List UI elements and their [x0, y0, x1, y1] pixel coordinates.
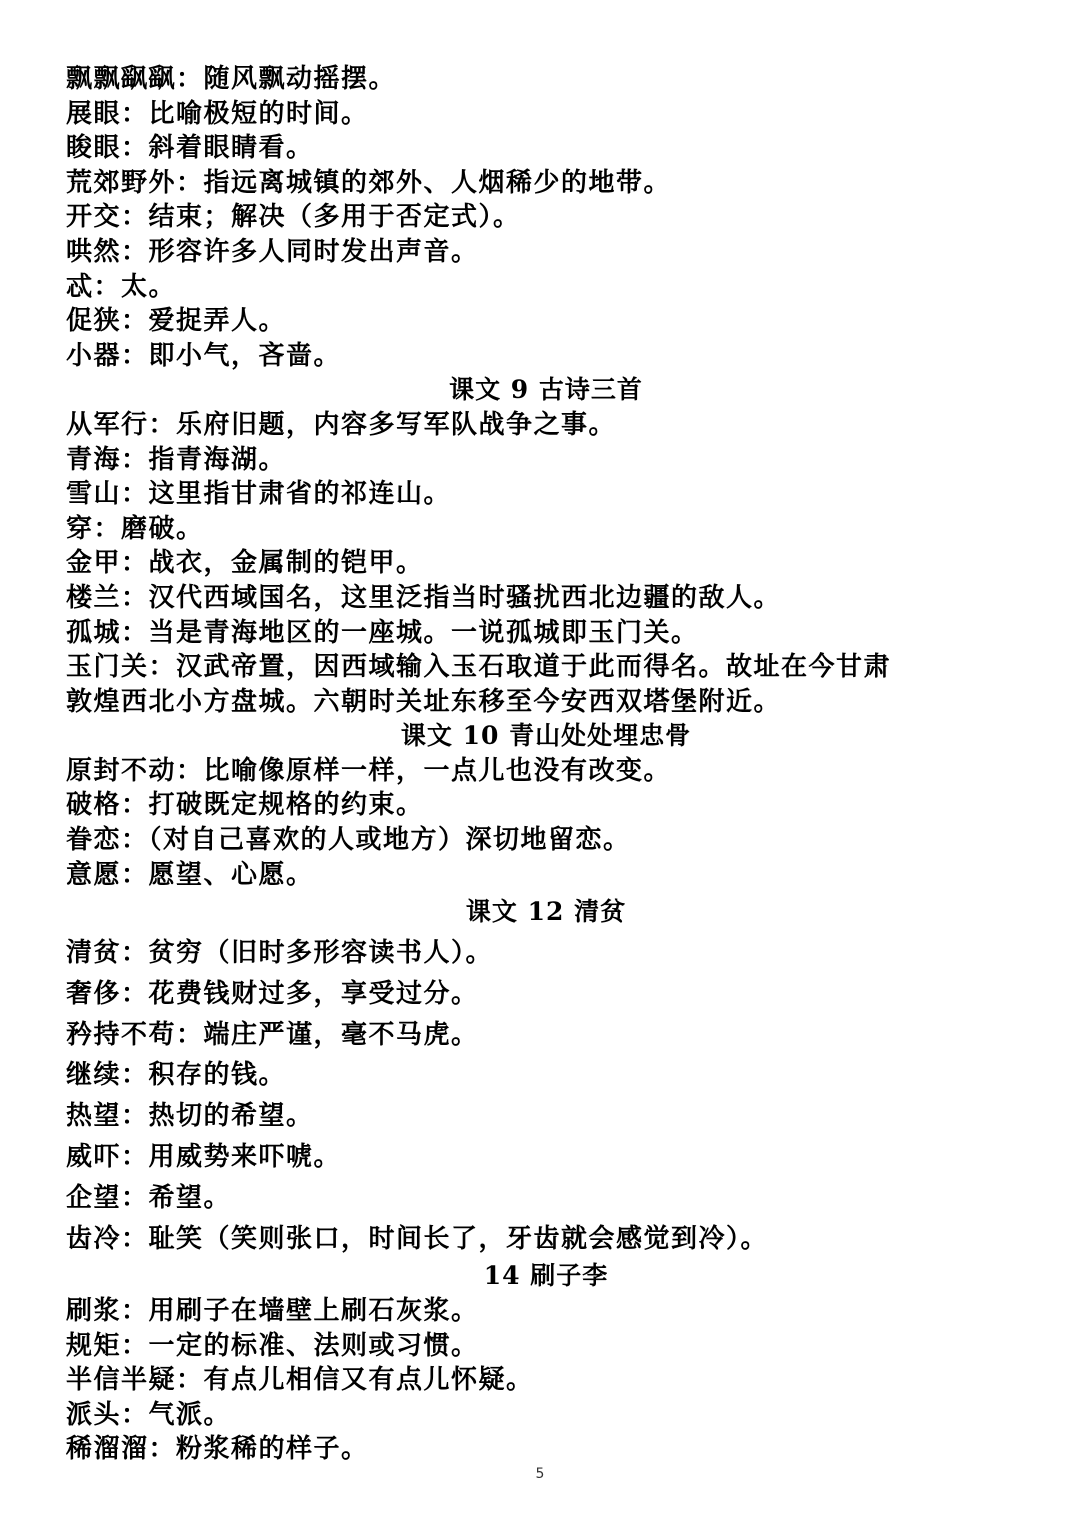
entry-line: 楼兰：汉代西域国名，这里泛指当时骚扰西北边疆的敌人。: [66, 582, 782, 613]
section-lesson-9: [66, 373, 1026, 719]
entry-line: 热望：热切的希望。: [66, 1101, 314, 1132]
entry-line: 睃眼：斜着眼睛看。: [66, 133, 314, 164]
entry-line: 刷浆：用刷子在墙壁上刷石灰浆。: [66, 1296, 479, 1327]
section-lesson-12: [66, 892, 1026, 1259]
entry-line: 促狭：爱捉弄人。: [66, 306, 287, 337]
section-lesson-14: [66, 1259, 1026, 1467]
section-heading: 课文 9 古诗三首: [449, 375, 643, 405]
entry-line: 雪山：这里指甘肃省的祁连山。: [66, 479, 452, 510]
entry-line: 威吓：用威势来吓唬。: [66, 1142, 342, 1173]
entry-line: 眷恋：（对自己喜欢的人或地方）深切地留恋。: [66, 825, 631, 856]
entry-line: 开交：结束；解决（多用于否定式）。: [66, 202, 521, 233]
entry-line: 荒郊野外：指远离城镇的郊外、人烟稀少的地带。: [66, 167, 672, 198]
entry-line: 原封不动：比喻像原样一样，一点儿也没有改变。: [66, 755, 672, 786]
entry-line: 破格：打破既定规格的约束。: [66, 790, 424, 821]
entry-line: 规矩：一定的标准、法则或习惯。: [66, 1330, 479, 1361]
entry-line: 哄然：形容许多人同时发出声音。: [66, 236, 479, 267]
section-continued: [66, 62, 1026, 373]
entry-line: 金甲：战衣，金属制的铠甲。: [66, 548, 424, 579]
entry-line: 青海：指青海湖。: [66, 444, 287, 475]
entry-line: 展眼：比喻极短的时间。: [66, 98, 369, 129]
entry-line: 意愿：愿望、心愿。: [66, 859, 314, 890]
entry-line: 齿冷：耻笑（笑则张口，时间长了，牙齿就会感觉到冷）。: [66, 1223, 769, 1254]
entry-line: 孤城：当是青海地区的一座城。一说孤城即玉门关。: [66, 617, 699, 648]
section-lesson-10: [66, 719, 1026, 892]
entry-line: 忒：太。: [66, 271, 177, 302]
entry-line: 稀溜溜：粉浆稀的样子。: [66, 1434, 369, 1465]
entry-line: 从军行：乐府旧题，内容多写军队战争之事。: [66, 409, 617, 440]
entry-line: 派头：气派。: [66, 1399, 232, 1430]
entry-line: 继续：积存的钱。: [66, 1060, 287, 1091]
entry-line: 清贫：贫穷（旧时多形容读书人）。: [66, 938, 494, 969]
entry-line: 敦煌西北小方盘城。六朝时关址东移至今安西双塔堡附近。: [66, 686, 782, 717]
section-heading: 14 刷子李: [483, 1261, 609, 1291]
entry-line: 玉门关：汉武帝置，因西域输入玉石取道于此而得名。故址在今甘肃: [66, 652, 892, 683]
document-page: [66, 62, 1026, 1467]
entry-line: 半信半疑：有点儿相信又有点儿怀疑。: [66, 1365, 534, 1396]
entry-line: 奢侈：花费钱财过多，享受过分。: [66, 978, 479, 1009]
page-number: 5: [535, 1466, 545, 1482]
entry-line: 飘飘飖飖：随风飘动摇摆。: [66, 64, 397, 94]
entry-line: 矜持不苟：端庄严谨，毫不马虎。: [66, 1019, 479, 1050]
section-heading: 课文 10 青山处处埋忠骨: [400, 721, 692, 751]
entry-line: 小器：即小气，吝啬。: [66, 340, 342, 371]
entry-line: 企望：希望。: [66, 1182, 232, 1213]
section-heading: 课文 12 清贫: [465, 897, 627, 927]
entry-line: 穿：磨破。: [66, 513, 204, 544]
